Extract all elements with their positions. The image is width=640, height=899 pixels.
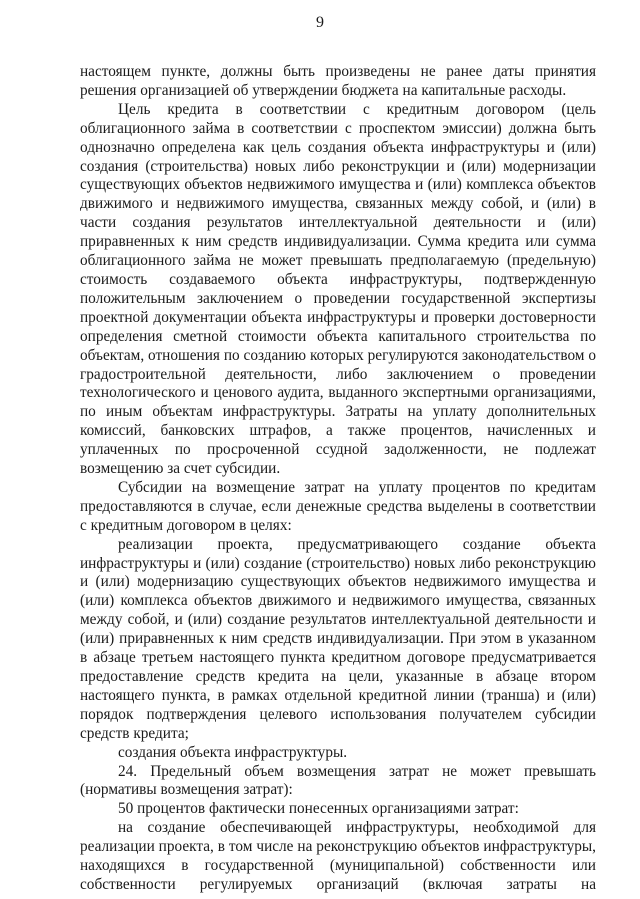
paragraph-supporting-infrastructure: на создание обеспечивающей инфраструктуры, необходимой для реализации проекта, в том числе на реконструкцию объектов инфраструктуры, находящихся в государственной (муниципальной) собственности или собственности регулируемых организаций (включая затраты на [80,819,596,893]
paragraph-project-implementation: реализации проекта, предусматривающего создание объекта инфраструктуры и (или) создание (строительство) новых либо реконструкцию и (или) модернизацию существующих объектов недвижимого имущества и (или) комплекса объектов движимого и недвижимого имущества, связанных между собой, и (или) создание результатов интеллектуальной деятельности и (или) приравненных к ним средств индивидуализации. При этом в указанном в абзаце третьем настоящего пункта кредитном договоре предусматривается предоставление средств кредита на цели, указанные в абзаце втором настоящего пункта, в рамках отдельной кредитной линии (транша) и (или) порядок подтверждения целевого использования получателем субсидии средств кредита; [80,535,596,742]
paragraph-infrastructure-creation: создания объекта инфраструктуры. [118,743,348,761]
paragraph-subsidy-conditions: Субсидии на возмещение затрат на уплату процентов по кредитам предоставляются в случае, если денежные средства выделены в соответствии с кредитным договором в целях: [80,478,596,534]
paragraph-continuation: настоящем пункте, должны быть произведены не ранее даты принятия решения организацией об утверждении бюджета на капитальные расходы. [80,63,596,99]
paragraph-credit-purpose: Цель кредита в соответствии с кредитным договором (цель облигационного займа в соответствии с проспектом эмиссии) должна быть однозначно определена как цель создания объекта инфраструктуры и (или) создания (строительства) новых либо реконструкции и (или) модернизации существующих объектов недвижимого имущества и (или) комплекса объектов движимого и недвижимого имущества, связанных между собой, и (или) в части создания результатов интеллектуальной деятельности и (или) приравненных к ним средств индивидуализации. Сумма кредита или сумма облигационного займа не может превышать предполагаемую (предельную) стоимость создаваемого объекта инфраструктуры, подтвержденную положительным заключением о проведении государственной экспертизы проектной документации объекта инфраструктуры и проверки достоверности определения сметной стоимости объекта капитального строительства по объектам, отношения по созданию которых регулируются законодательством о градостроительной деятельности, либо заключением о проведении технологического и ценового аудита, выданного экспертными организациями, по иным объектам инфраструктуры. Затраты на уплату дополнительных комиссий, банковских штрафов, а также процентов, начисленных и уплаченных по просроченной ссудной задолженности, не подлежат возмещению за счет субсидии. [80,100,596,478]
page-number: 9 [316,14,324,31]
document-body [80,63,596,895]
paragraph-24-limit: 24. Предельный объем возмещения затрат не может превышать (нормативы возмещения затрат): [80,762,596,799]
paragraph-50-percent: 50 процентов фактически понесенных организациями затрат: [118,800,519,818]
